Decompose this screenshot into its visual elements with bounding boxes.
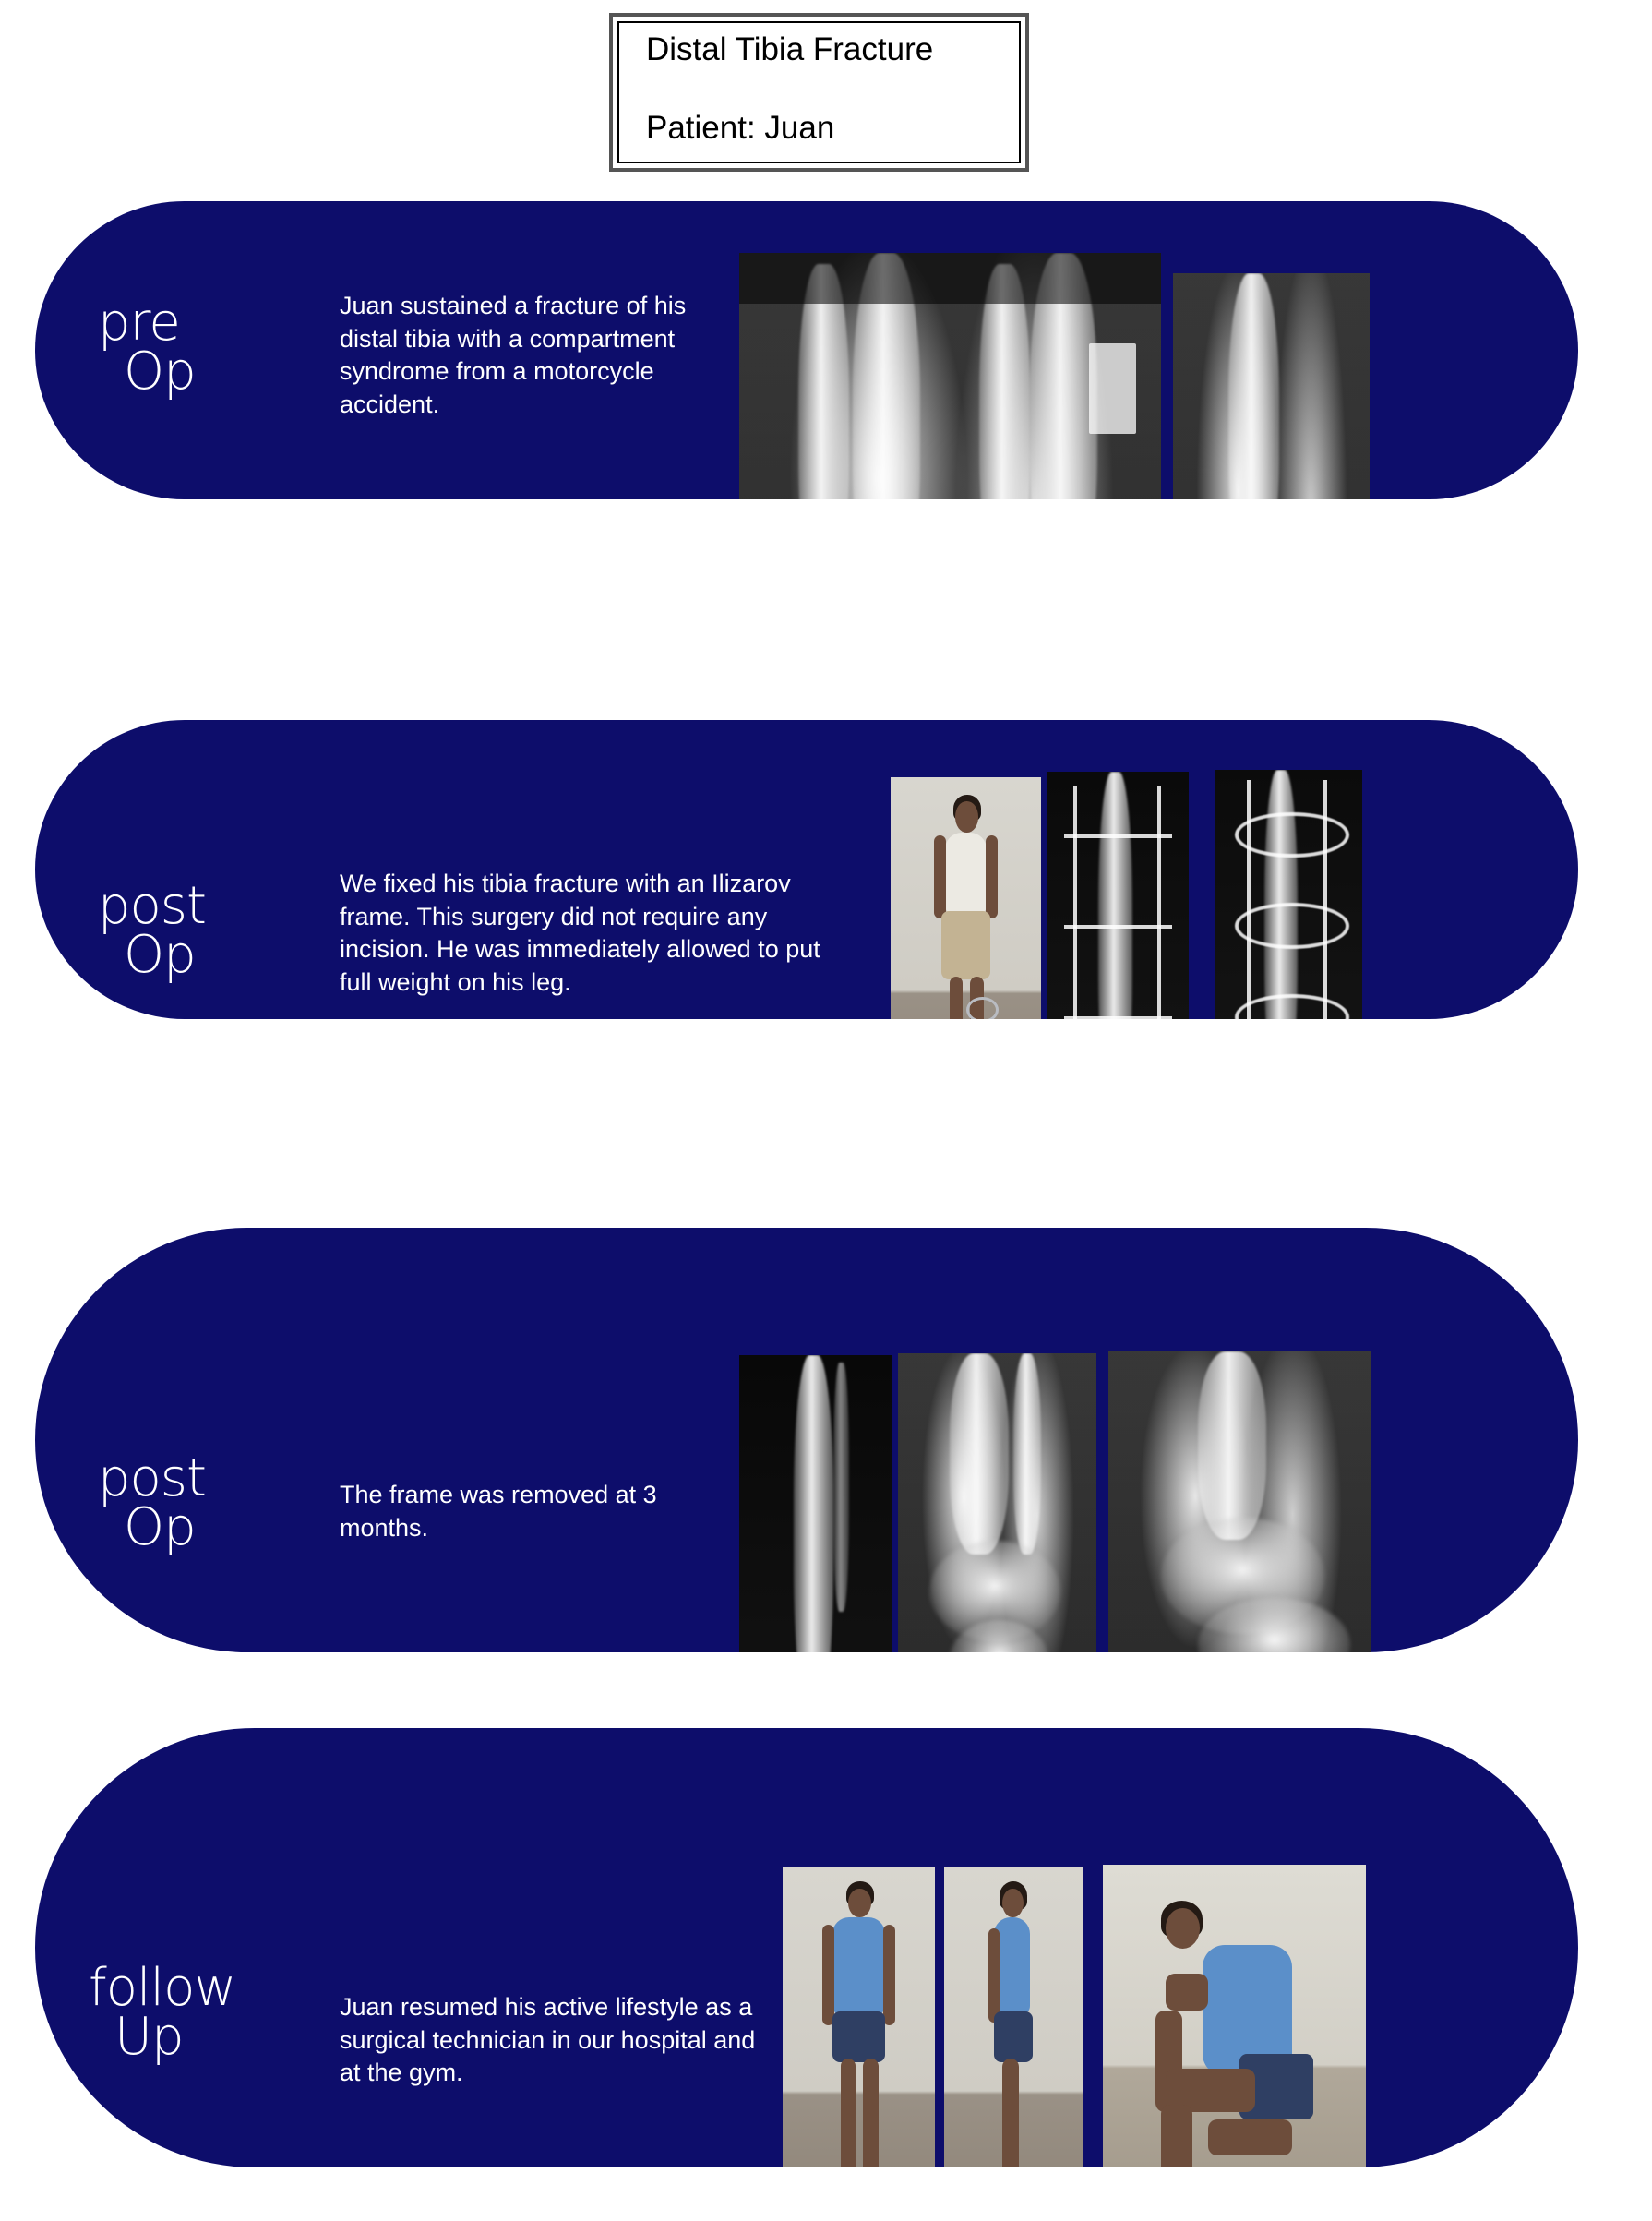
stage-label-followup xyxy=(89,1958,236,2068)
frame-removed-ap-ankle-radiograph xyxy=(898,1353,1096,1652)
section-preop xyxy=(35,201,1578,499)
stage-label-postop-removed xyxy=(98,1448,206,1558)
title-box xyxy=(609,13,1029,172)
postop-ap-radiograph-with-frame xyxy=(1047,772,1189,1019)
caption-postop-removed: The frame was removed at 3 months. xyxy=(340,1481,657,1542)
stage-label-line1: follow xyxy=(89,1958,236,2018)
followup-patient-front-photo xyxy=(783,1867,935,2167)
stage-label-postop-frame xyxy=(98,876,206,986)
stage-label-line1: post xyxy=(98,1448,206,1508)
caption-preop: Juan sustained a fracture of his distal tibia with a compartment syndrome from a motorcycle accident. xyxy=(340,292,687,418)
section-postop-frame-removed xyxy=(35,1228,1578,1652)
stage-label-line2: Op xyxy=(124,1497,196,1558)
preop-lateral-radiograph-ankle xyxy=(1173,273,1370,499)
stage-label-line2: Op xyxy=(124,925,196,986)
stage-label-line2: Up xyxy=(114,2007,184,2068)
document-title: Distal Tibia Fracture xyxy=(646,31,934,67)
followup-patient-squatting-photo xyxy=(1103,1865,1366,2167)
caption-postop-frame: We fixed his tibia fracture with an Ilizarov frame. This surgery did not require any incision. He was immediately allowed to put full weight on his leg. xyxy=(340,870,820,996)
stage-label-line2: Op xyxy=(124,342,196,402)
patient-name: Patient: Juan xyxy=(646,110,835,146)
preop-ap-radiograph-both-ankles xyxy=(739,253,1161,499)
postop-patient-standing-with-frame-photo xyxy=(891,777,1041,1019)
section-followup xyxy=(35,1728,1578,2167)
section-postop-frame xyxy=(35,720,1578,1019)
stage-label-preop xyxy=(98,293,196,402)
followup-patient-side-photo xyxy=(944,1867,1083,2167)
frame-removed-full-leg-radiograph xyxy=(739,1355,892,1652)
stage-label-line1: post xyxy=(98,876,206,936)
frame-removed-lateral-ankle-radiograph xyxy=(1108,1351,1371,1652)
caption-followup: Juan resumed his active lifestyle as a surgical technician in our hospital and at the gym. xyxy=(340,1993,756,2087)
postop-lateral-radiograph-with-frame xyxy=(1215,770,1362,1019)
stage-label-line1: pre xyxy=(98,293,180,353)
